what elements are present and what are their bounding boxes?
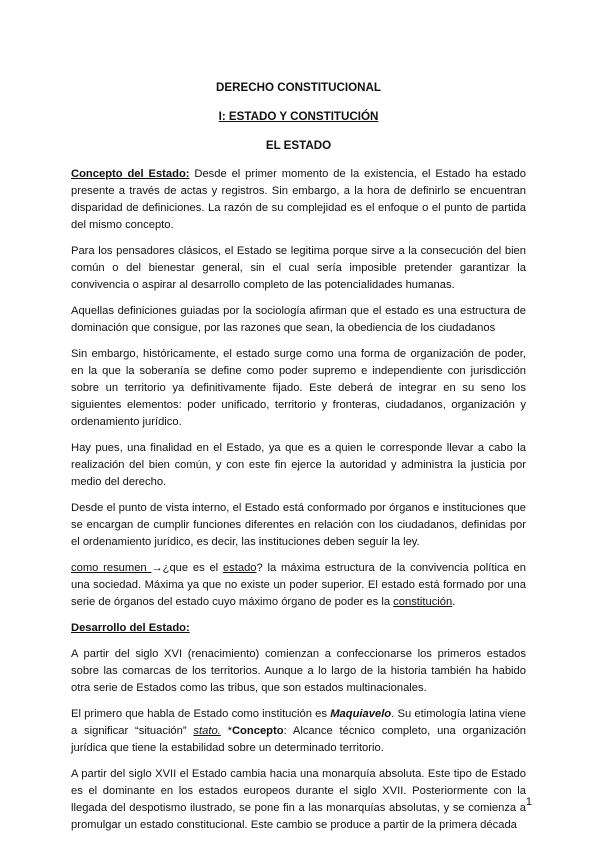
term-concepto: Concepto: [231, 725, 284, 737]
section-title: EL ESTADO: [265, 139, 332, 152]
paragraph-concepto: [71, 166, 526, 234]
maquiavelo-middle: . Su etimología latina viene a significar “situación”: [71, 708, 526, 737]
unit-title: I: ESTADO Y CONSTITUCIÓN: [218, 110, 379, 123]
concepto-heading: Concepto del Estado:: [71, 168, 190, 180]
paragraph-sociologia: Aquellas definiciones guiadas por la sociología afirman que el estado es una estructura de dominación que consigue, por las razones que sean, la obediencia de los ciudadanos: [71, 305, 526, 334]
page-content: [71, 80, 526, 843]
paragraph-interno: Desde el punto de vista interno, el Estado está conformado por órganos e instituciones que se encargan de cumplir funciones diferentes en relación con los ciudadanos, definidas por el ordenamiento jurídico, es decir, las instituciones deben seguir la ley.: [71, 502, 526, 548]
maquiavelo-intro: El primero que habla de Estado como institución es: [71, 708, 331, 720]
term-maquiavelo: Maquiavelo: [330, 708, 392, 720]
resumen-text: ? la máxima estructura de la convivencia política en una sociedad. Máxima ya que no existe un poder superior. El estado está formado por una serie de órganos del estado cuyo máximo órgano de poder es la: [71, 562, 526, 608]
paragraph-siglo-xvii: A partir del siglo XVII el Estado cambia hacia una monarquía absoluta. Este tipo de Estado es el dominante en los estados europeos durante el siglo XVII. Posteriormente con la llegada del despotismo ilustrado, se pone fin a las monarquías absolutas, y se comienza a promulgar un estado constitucional. Este cambio se produce a partir de la primera década: [71, 768, 526, 831]
term-estado: estado: [222, 562, 257, 574]
arrow-icon: →: [151, 562, 163, 574]
term-constitucion: constitución: [393, 596, 453, 608]
paragraph-finalidad: Hay pues, una finalidad en el Estado, ya que es a quien le corresponde llevar a cabo la realización del bien común, y con este fin ejerce la autoridad y administra la justicia por medio del derecho.: [71, 442, 526, 488]
resumen-lead: como resumen: [71, 562, 152, 574]
course-title: DERECHO CONSTITUCIONAL: [216, 81, 381, 94]
maquiavelo-end: : Alcance técnico completo, una organización jurídica que tiene la estabilidad sobre un determinado territorio.: [71, 725, 526, 754]
paragraph-clasicos: Para los pensadores clásicos, el Estado se legitima porque sirve a la consecución del bien común o del bienestar general, sin el cual sería imposible pretender garantizar la convivencia o aspirar al desarrollo completo de las potencialidades humanas.: [71, 245, 526, 291]
page-number: 1: [525, 796, 532, 808]
paragraph-resumen: [71, 560, 526, 611]
paragraph-historia: Sin embargo, históricamente, el estado surge como una forma de organización de poder, en la que la soberanía se define como poder supremo e independiente con jurisdicción sobre un territorio ya definitivamente fijado. Este deberá de integrar en su seno los siguientes elementos: poder unificado, territorio y fronteras, ciudadanos, organización y ordenamiento jurídico.: [71, 348, 526, 428]
asterisk-mark: *: [220, 725, 232, 737]
paragraph-maquiavelo: [71, 706, 526, 757]
resumen-end: .: [452, 596, 456, 608]
term-stato: stato.: [193, 725, 221, 737]
resumen-question: ¿que es el: [162, 562, 223, 574]
concepto-text: Desde el primer momento de la existencia, el Estado ha estado presente a través de actas y registros. Sin embargo, a la hora de definirlo se encuentran disparidad de definiciones. La razón de su complejidad es el enfoque o el punto de partida del mismo concepto.: [71, 168, 526, 231]
desarrollo-heading: Desarrollo del Estado:: [71, 622, 190, 634]
paragraph-siglo-xvi: A partir del siglo XVI (renacimiento) comienzan a confeccionarse los primeros estados sobre las comarcas de los territorios. Aunque a lo largo de la historia también ha habido otra serie de Estados como las tribus, que son estados multinacionales.: [71, 648, 526, 694]
